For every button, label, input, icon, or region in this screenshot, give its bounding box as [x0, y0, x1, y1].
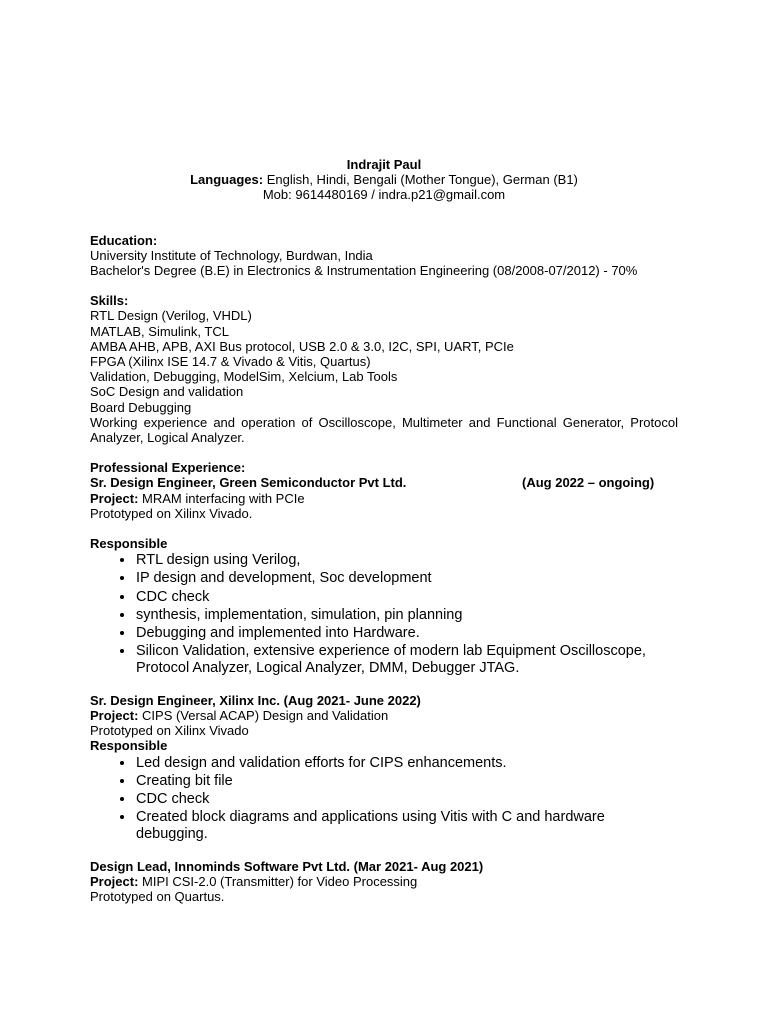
- list-item: • Silicon Validation, extensive experience of modern lab Equipment Oscilloscope, Protocol Analyzer, Logical Analyzer, DMM, Debugger JTAG.: [135, 642, 678, 677]
- skill-item: Board Debugging: [90, 399, 192, 415]
- project-label: Project:: [90, 490, 139, 506]
- project-label: Project:: [90, 707, 139, 723]
- education-degree: Bachelor's Degree (B.E) in Electronics & Instrumentation Engineering (08/2008-07/2012) - 70%: [90, 263, 638, 279]
- skill-item: MATLAB, Simulink, TCL: [90, 323, 229, 339]
- list-item: • CDC check: [135, 790, 678, 808]
- prototype-line: Prototyped on Quartus.: [90, 888, 225, 904]
- skill-item: AMBA AHB, APB, AXI Bus protocol, USB 2.0 & 3.0, I2C, SPI, UART, PCIe: [90, 338, 514, 354]
- job-title-row: [90, 475, 678, 490]
- languages-line: [90, 172, 678, 187]
- project-line: [90, 491, 678, 506]
- languages-label: Languages:: [190, 172, 264, 188]
- list-item: • Debugging and implemented into Hardware.: [135, 624, 678, 642]
- list-item: • IP design and development, Soc development: [135, 569, 678, 587]
- job-title: Sr. Design Engineer, Xilinx Inc. (Aug 2021- June 2022): [90, 692, 421, 708]
- project-line: [90, 874, 678, 889]
- list-item: • RTL design using Verilog,: [135, 551, 678, 569]
- prototype-line: Prototyped on Xilinx Vivado.: [90, 505, 253, 521]
- skill-item: Validation, Debugging, ModelSim, Xelcium, Lab Tools: [90, 369, 398, 385]
- responsible-heading: Responsible: [90, 536, 168, 552]
- skill-item: Working experience and operation of Oscilloscope, Multimeter and Functional Generator, Protocol Analyzer, Logical Analyzer.: [90, 414, 678, 446]
- job-title: Sr. Design Engineer, Green Semiconductor Pvt Ltd.: [90, 475, 407, 491]
- job-title: Design Lead, Innominds Software Pvt Ltd. (Mar 2021- Aug 2021): [90, 858, 484, 874]
- responsibility-list: [90, 754, 678, 844]
- education-institute: University Institute of Technology, Burdwan, India: [90, 247, 373, 263]
- project-value: MIPI CSI-2.0 (Transmitter) for Video Processing: [138, 873, 418, 889]
- project-line: [90, 708, 678, 723]
- list-item: • synthesis, implementation, simulation, pin planning: [135, 606, 678, 624]
- list-item: • Created block diagrams and applications using Vitis with C and hardware debugging.: [135, 808, 678, 843]
- responsibility-list: [90, 551, 678, 677]
- skills-heading: Skills:: [90, 293, 129, 309]
- responsible-heading: Responsible: [90, 738, 168, 754]
- skill-item: RTL Design (Verilog, VHDL): [90, 308, 252, 324]
- project-value: MRAM interfacing with PCIe: [138, 490, 305, 506]
- candidate-name: Indrajit Paul: [346, 157, 422, 172]
- project-label: Project:: [90, 873, 139, 889]
- list-item: • Led design and validation efforts for CIPS enhancements.: [135, 754, 678, 772]
- resume-page: [90, 157, 678, 904]
- list-item: • Creating bit file: [135, 772, 678, 790]
- contact-line: Mob: 9614480169 / indra.p21@gmail.com: [262, 187, 506, 203]
- skill-item: SoC Design and validation: [90, 384, 244, 400]
- prototype-line: Prototyped on Xilinx Vivado: [90, 723, 249, 739]
- list-item: • CDC check: [135, 588, 678, 606]
- education-heading: Education:: [90, 232, 158, 248]
- project-value: CIPS (Versal ACAP) Design and Validation: [138, 707, 389, 723]
- languages-value: English, Hindi, Bengali (Mother Tongue), German (B1): [263, 172, 578, 188]
- job-dates: (Aug 2022 – ongoing): [522, 475, 655, 491]
- experience-heading: Professional Experience:: [90, 460, 246, 476]
- skill-item: FPGA (Xilinx ISE 14.7 & Vivado & Vitis, Quartus): [90, 354, 371, 370]
